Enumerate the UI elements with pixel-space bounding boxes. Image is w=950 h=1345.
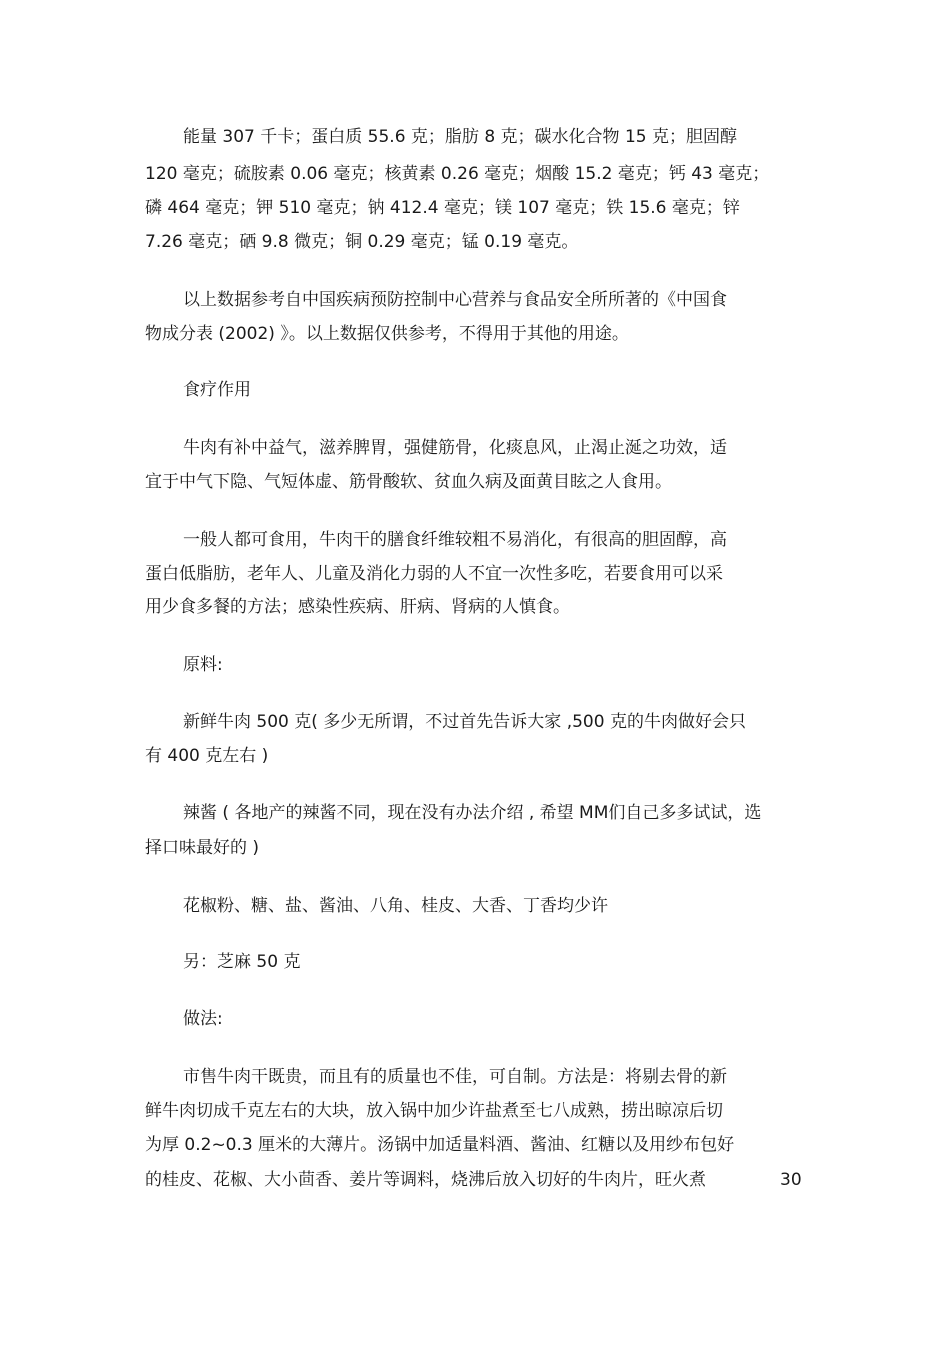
suitability-line-1: 一般人都可食用，牛肉干的膳食纤维较粗不易消化，有很高的胆固醇，高 — [183, 530, 727, 550]
section-heading-method: 做法: — [183, 1009, 223, 1029]
ingredient-chili-line-1: 辣酱 ( 各地产的辣酱不同，现在没有办法介绍 , 希望 MM们自己多多试试，选 — [183, 803, 762, 823]
ingredient-chili-line-2: 择口味最好的 ) — [145, 838, 260, 858]
nutrition-line-4: 7.26 毫克；硒 9.8 微克；铜 0.29 毫克；锰 0.19 毫克。 — [145, 232, 579, 252]
ingredient-beef-line-1: 新鲜牛肉 500 克( 多少无所谓，不过首先告诉大家 ,500 克的牛肉做好会只 — [183, 712, 746, 732]
nutrition-line-1: 能量 307 千卡；蛋白质 55.6 克；脂肪 8 克；碳水化合物 15 克；胆固醇 — [183, 127, 737, 147]
method-line-2: 鲜牛肉切成千克左右的大块，放入锅中加少许盐煮至七八成熟，捞出晾凉后切 — [145, 1101, 723, 1121]
method-line-4-trailing-number: 30 — [780, 1170, 802, 1190]
suitability-line-2: 蛋白低脂肪，老年人、儿童及消化力弱的人不宜一次性多吃，若要食用可以采 — [145, 564, 723, 584]
effect-line-2: 宜于中气下隐、气短体虚、筋骨酸软、贫血久病及面黄目眩之人食用。 — [145, 472, 672, 492]
method-line-3: 为厚 0.2~0.3 厘米的大薄片。汤锅中加适量料酒、酱油、红糖以及用纱布包好 — [145, 1135, 735, 1155]
suitability-line-3: 用少食多餐的方法；感染性疾病、肝病、肾病的人慎食。 — [145, 597, 570, 617]
effect-line-1: 牛肉有补中益气，滋养脾胃，强健筋骨，化痰息风，止渴止涎之功效，适 — [183, 438, 727, 458]
source-note-line-2: 物成分表 (2002) 》。以上数据仅供参考，不得用于其他的用途。 — [145, 324, 629, 344]
method-line-4: 的桂皮、花椒、大小茴香、姜片等调料，烧沸后放入切好的牛肉片，旺火煮 — [145, 1170, 706, 1190]
section-heading-ingredients: 原料: — [183, 655, 223, 675]
ingredient-sesame: 另：芝麻 50 克 — [183, 952, 301, 972]
nutrition-line-3: 磷 464 毫克；钾 510 毫克；钠 412.4 毫克；镁 107 毫克；铁 15.6 毫克；锌 — [145, 198, 740, 218]
nutrition-line-2: 120 毫克；硫胺素 0.06 毫克；核黄素 0.26 毫克；烟酸 15.2 毫克；钙 43 毫克； — [145, 164, 770, 184]
source-note-line-1: 以上数据参考自中国疾病预防控制中心营养与食品安全所所著的《中国食 — [183, 290, 727, 310]
method-line-1: 市售牛肉干既贵，而且有的质量也不佳，可自制。方法是：将剔去骨的新 — [183, 1067, 727, 1087]
ingredient-beef-line-2: 有 400 克左右 ) — [145, 746, 269, 766]
ingredient-spices: 花椒粉、糖、盐、酱油、八角、桂皮、大香、丁香均少许 — [183, 896, 608, 916]
section-heading-dietary-effect: 食疗作用 — [183, 380, 251, 400]
